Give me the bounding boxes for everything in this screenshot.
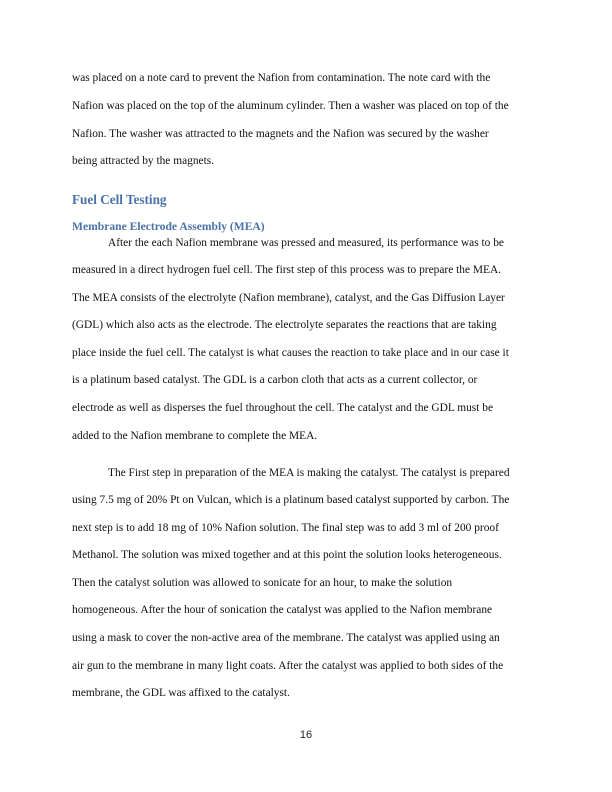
text-line: is a platinum based catalyst. The GDL is a carbon cloth that acts as a current collector, or (72, 374, 478, 386)
text-line: added to the Nafion membrane to complete the MEA. (72, 430, 318, 442)
text-line: measured in a direct hydrogen fuel cell. The first step of this process was to prepare the MEA. (72, 264, 502, 276)
section-heading: Fuel Cell Testing (72, 192, 167, 207)
text-line: Methanol. The solution was mixed together and at this point the solution looks heterogeneous. (72, 549, 502, 561)
text-line: being attracted by the magnets. (72, 155, 215, 167)
text-line: After the each Nafion membrane was pressed and measured, its performance was to be (108, 237, 504, 249)
text-line: place inside the fuel cell. The catalyst is what causes the reaction to take place and in our case it (72, 347, 509, 359)
text-line: The MEA consists of the electrolyte (Nafion membrane), catalyst, and the Gas Diffusion Layer (72, 292, 505, 304)
text-line: next step is to add 18 mg of 10% Nafion solution. The final step was to add 3 ml of 200 proof (72, 522, 499, 534)
text-line: using 7.5 mg of 20% Pt on Vulcan, which is a platinum based catalyst supported by carbon. The (72, 494, 510, 506)
text-line: Then the catalyst solution was allowed to sonicate for an hour, to make the solution (72, 577, 453, 589)
text-line: air gun to the membrane in many light coats. After the catalyst was applied to both sides of the (72, 660, 504, 672)
page-number: 16 (299, 729, 313, 741)
text-line: was placed on a note card to prevent the Nafion from contamination. The note card with the (72, 72, 491, 84)
subsection-heading: Membrane Electrode Assembly (MEA) (72, 220, 265, 233)
text-line: The First step in preparation of the MEA is making the catalyst. The catalyst is prepared (108, 467, 510, 479)
text-line: Nafion was placed on the top of the aluminum cylinder. Then a washer was placed on top of the (72, 100, 509, 112)
text-line: electrode as well as disperses the fuel throughout the cell. The catalyst and the GDL must be (72, 402, 494, 414)
text-line: (GDL) which also acts as the electrode. The electrolyte separates the reactions that are taking (72, 319, 497, 331)
text-line: membrane, the GDL was affixed to the catalyst. (72, 687, 290, 699)
text-line: homogeneous. After the hour of sonication the catalyst was applied to the Nafion membrane (72, 604, 493, 616)
text-line: using a mask to cover the non-active area of the membrane. The catalyst was applied using an (72, 632, 500, 644)
text-line: Nafion. The washer was attracted to the magnets and the Nafion was secured by the washer (72, 128, 489, 140)
